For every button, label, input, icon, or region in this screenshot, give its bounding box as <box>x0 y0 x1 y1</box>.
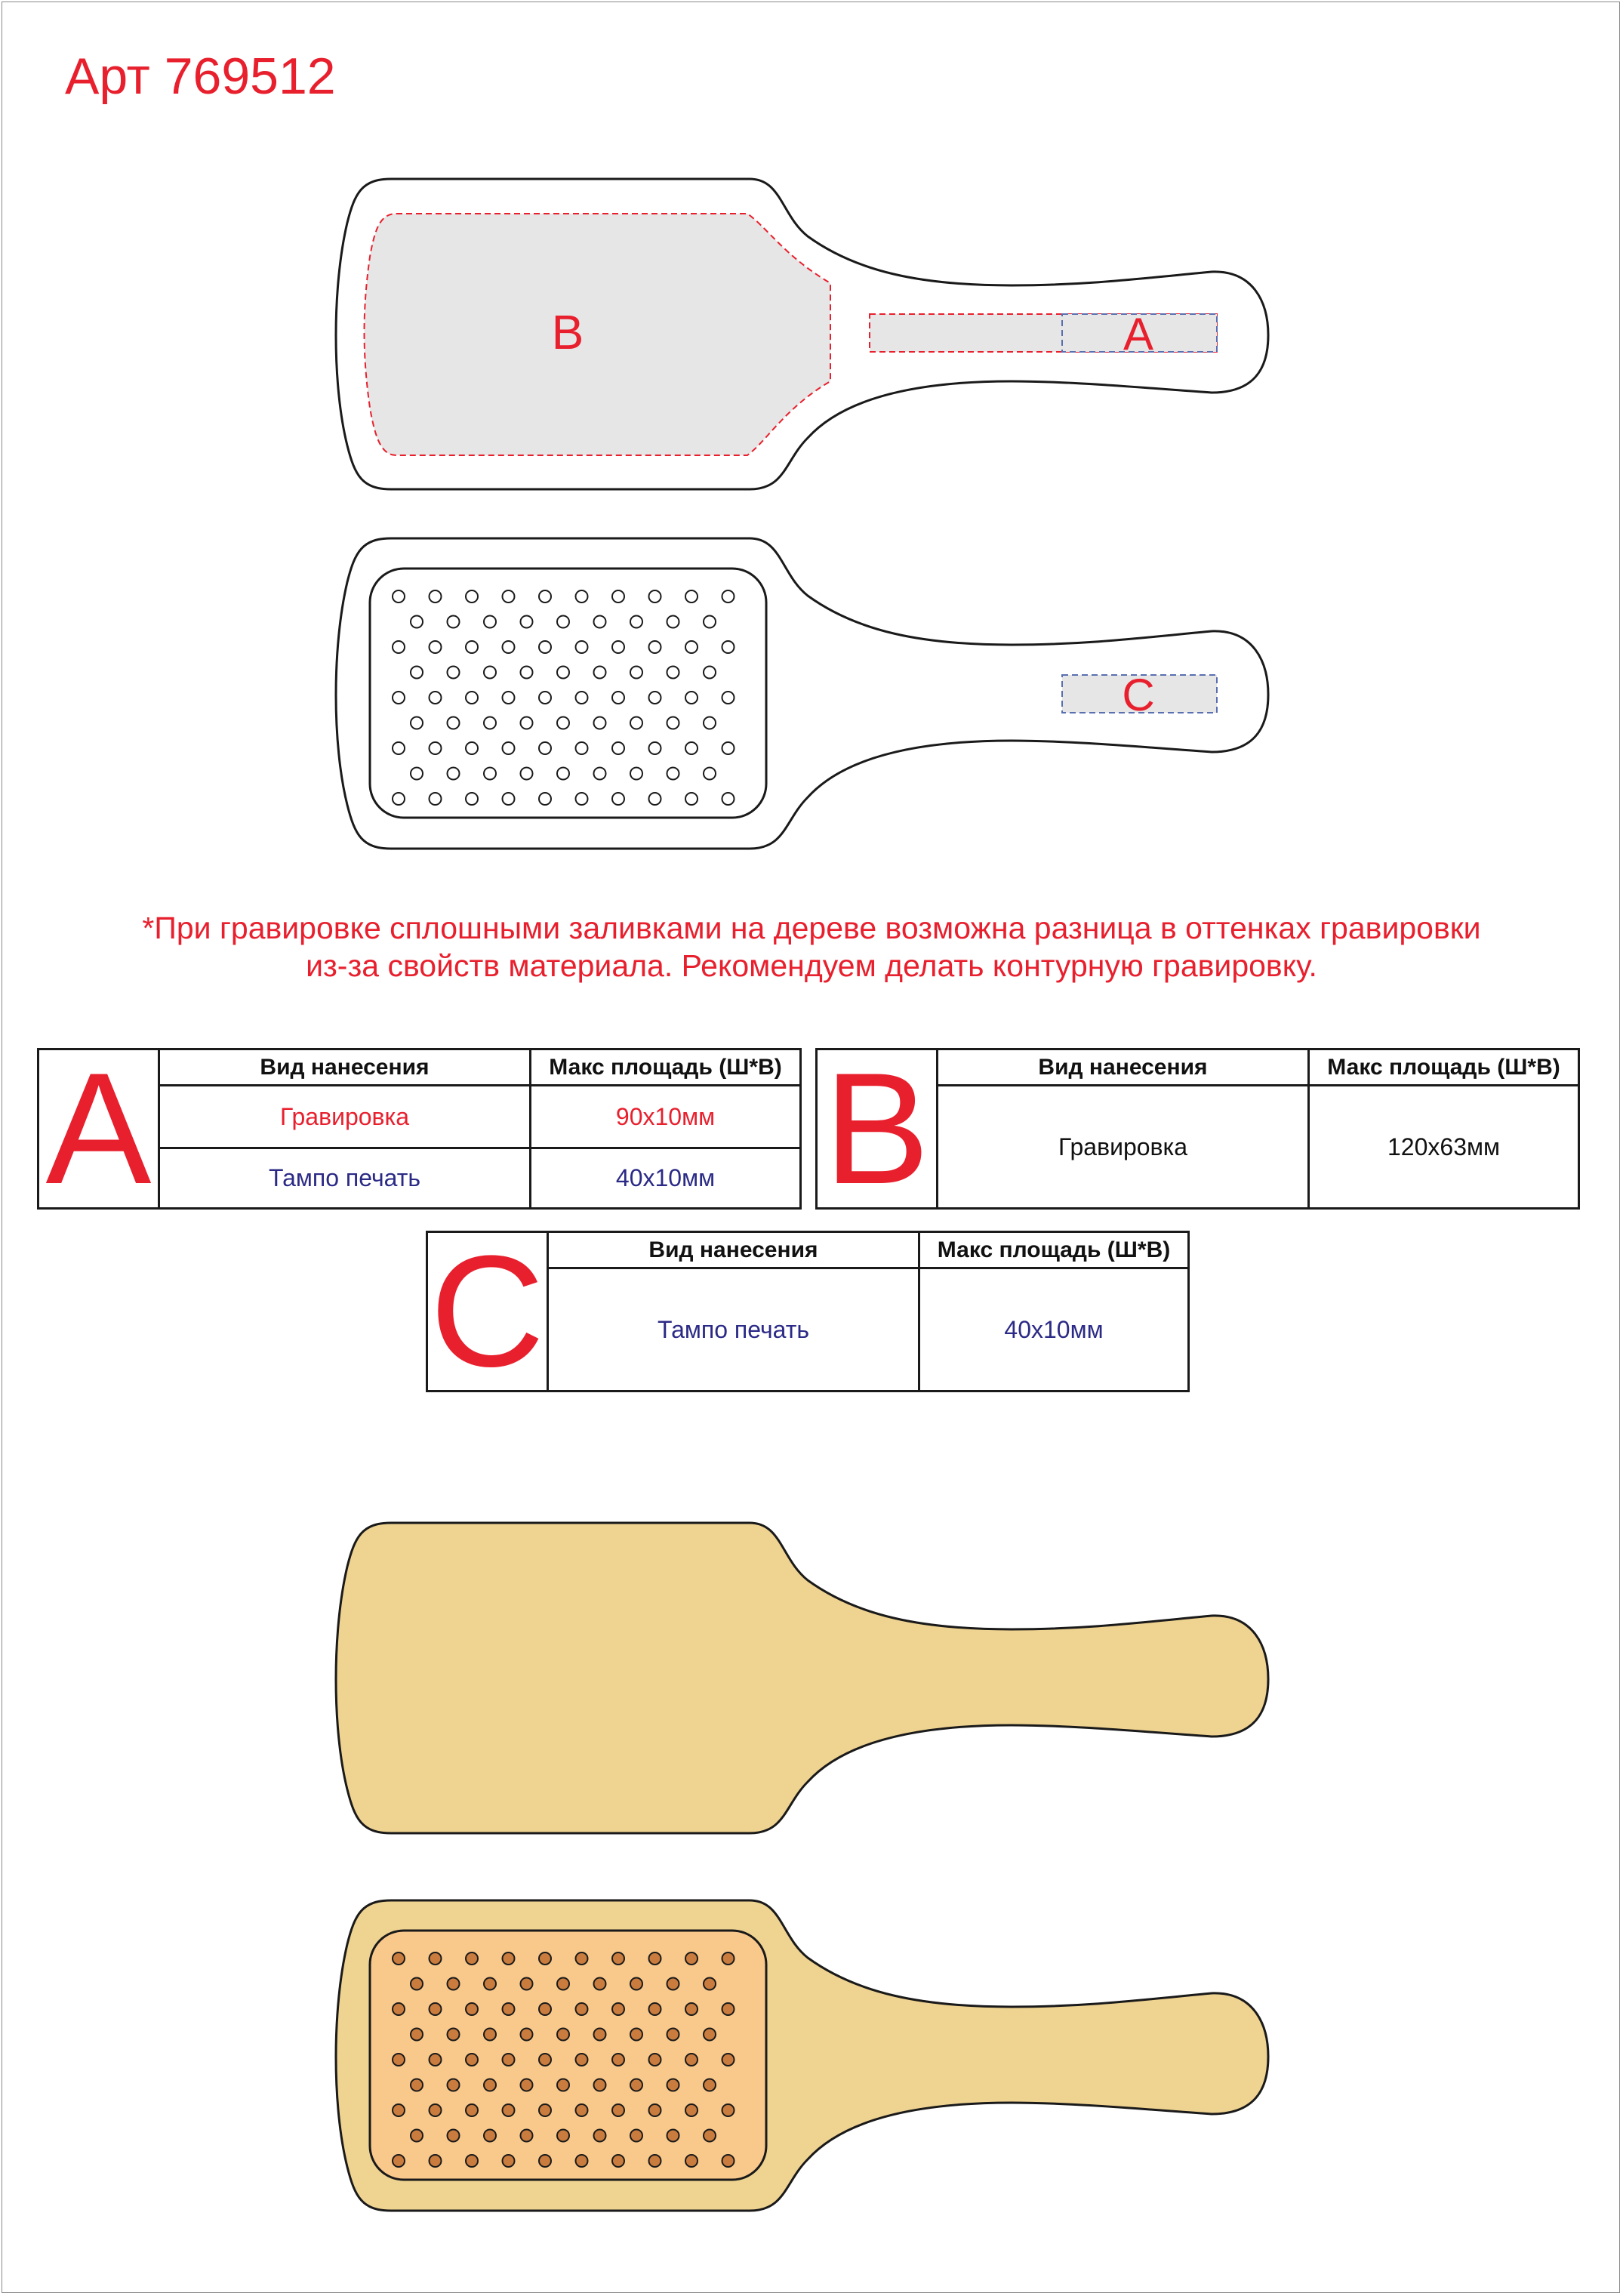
bristle-pin <box>430 2155 442 2167</box>
zone-c-label: C <box>1122 670 1155 720</box>
bristle-pin <box>667 2029 679 2041</box>
bristle-pin <box>539 692 551 704</box>
bristle-pin <box>649 742 661 754</box>
bristle-pin <box>685 2104 698 2116</box>
bristle-pin <box>576 793 588 805</box>
bristle-pin <box>576 590 588 603</box>
bristle-pin <box>484 667 496 679</box>
bristle-pin <box>594 2130 606 2142</box>
bristle-pin <box>630 667 642 679</box>
bristle-pin <box>722 2104 735 2116</box>
bristle-pin <box>393 2003 405 2015</box>
bristle-pin <box>411 616 423 628</box>
bristle-pin <box>576 641 588 653</box>
bristle-pin <box>685 692 698 704</box>
bristle-pin <box>393 2104 405 2116</box>
bristle-pin <box>466 793 478 805</box>
bristle-pin <box>539 590 551 603</box>
bristle-pin <box>722 2003 735 2015</box>
bristle-pin <box>430 2054 442 2066</box>
bristle-pin <box>576 2054 588 2066</box>
bristle-pin <box>521 2029 533 2041</box>
bristle-pin <box>448 1978 460 1990</box>
bristle-pin <box>612 1952 624 1965</box>
bristle-pin <box>594 1978 606 1990</box>
bristle-pin <box>430 641 442 653</box>
bristle-pin <box>704 2029 716 2041</box>
bristle-pin <box>576 742 588 754</box>
bristle-pin <box>393 641 405 653</box>
bristle-pin <box>521 768 533 780</box>
table-c-row1-method: Тампо печать <box>657 1315 810 1343</box>
cushion-pad-colored <box>370 1931 766 2180</box>
bristle-pin <box>539 2155 551 2167</box>
bristle-pin <box>448 2130 460 2142</box>
bristle-pin <box>704 2130 716 2142</box>
bristle-pin <box>594 717 606 729</box>
bristle-pin <box>466 2155 478 2167</box>
bristle-pin <box>466 641 478 653</box>
bristle-pin <box>448 2029 460 2041</box>
brush-wood-front <box>336 1523 1268 1833</box>
bristle-pin <box>667 2079 679 2091</box>
bristle-pin <box>704 2079 716 2091</box>
bristle-pin <box>393 2054 405 2066</box>
bristle-pin <box>503 793 515 805</box>
bristle-pin <box>594 667 606 679</box>
bristle-pin <box>539 742 551 754</box>
zone-a-label: A <box>1123 309 1154 359</box>
bristle-pin <box>594 2079 606 2091</box>
bristle-pin <box>612 2054 624 2066</box>
bristle-pin <box>722 1952 735 1965</box>
bristle-pin <box>722 793 735 805</box>
bristle-pin <box>667 717 679 729</box>
bristle-pin <box>503 2054 515 2066</box>
bristle-pin <box>557 768 569 780</box>
bristle-pin <box>685 2054 698 2066</box>
bristle-pin <box>685 2003 698 2015</box>
table-a-row1-method: Гравировка <box>279 1102 410 1130</box>
bristle-pin <box>521 2130 533 2142</box>
bristle-pin <box>503 2003 515 2015</box>
bristle-pin <box>411 667 423 679</box>
bristle-pin <box>411 717 423 729</box>
bristle-pin <box>722 2054 735 2066</box>
bristle-pin <box>448 616 460 628</box>
bristle-pin <box>448 717 460 729</box>
bristle-pin <box>649 641 661 653</box>
bristle-pin <box>484 616 496 628</box>
bristle-pin <box>722 692 735 704</box>
bristle-pin <box>484 1978 496 1990</box>
bristle-pin <box>649 2104 661 2116</box>
bristle-pin <box>557 2029 569 2041</box>
bristle-pin <box>649 2054 661 2066</box>
bristle-pin <box>685 793 698 805</box>
bristle-pin <box>466 2104 478 2116</box>
bristle-pin <box>722 590 735 603</box>
table-a-header-method: Вид нанесения <box>160 1050 529 1086</box>
bristle-pin <box>503 2104 515 2116</box>
bristle-pin <box>612 2104 624 2116</box>
bristle-pin <box>704 768 716 780</box>
bristle-pin <box>649 1952 661 1965</box>
table-c-header-method: Вид нанесения <box>549 1233 918 1269</box>
bristle-pin <box>466 2054 478 2066</box>
table-b-header-method: Вид нанесения <box>938 1050 1307 1086</box>
bristle-pin <box>612 692 624 704</box>
bristle-pin <box>393 590 405 603</box>
bristle-pin <box>630 717 642 729</box>
bristle-pin <box>630 2130 642 2142</box>
bristle-pin <box>503 2155 515 2167</box>
bristle-pin <box>448 2079 460 2091</box>
bristle-pin <box>539 641 551 653</box>
bristle-pin <box>466 1952 478 1965</box>
bristle-pin <box>393 742 405 754</box>
bristle-pin <box>667 1978 679 1990</box>
bristle-pin <box>411 768 423 780</box>
bristle-pin <box>704 717 716 729</box>
table-c-header-area: Макс площадь (Ш*В) <box>920 1233 1187 1269</box>
bristle-pin <box>667 667 679 679</box>
bristle-pin <box>393 2155 405 2167</box>
article-title: Арт 769512 <box>65 48 336 105</box>
bristle-pin <box>685 1952 698 1965</box>
table-b-row1-method: Гравировка <box>1058 1133 1188 1160</box>
bristle-pin <box>685 742 698 754</box>
bristle-pin <box>411 2130 423 2142</box>
bristle-pin <box>722 641 735 653</box>
bristle-pin <box>430 2003 442 2015</box>
bristle-pin <box>521 667 533 679</box>
bristle-pin <box>594 2029 606 2041</box>
bristle-pin <box>704 616 716 628</box>
note-line-1: *При гравировке сплошными заливками на дереве возможна разница в оттенках гравировки <box>142 911 1481 945</box>
bristle-pin <box>630 616 642 628</box>
bristle-pin <box>521 717 533 729</box>
bristle-pin <box>649 692 661 704</box>
bristle-pin <box>685 590 698 603</box>
bristle-pin <box>667 616 679 628</box>
table-a <box>37 1040 802 1217</box>
bristle-pin <box>557 2079 569 2091</box>
bristle-pin <box>685 2155 698 2167</box>
bristle-pin <box>484 717 496 729</box>
table-c-letter: C <box>428 1233 549 1390</box>
bristle-pin <box>466 2003 478 2015</box>
bristle-pin <box>539 2104 551 2116</box>
table-a-letter: A <box>39 1050 160 1207</box>
table-a-header-area: Макс площадь (Ш*В) <box>531 1050 799 1086</box>
bristle-pin <box>521 1978 533 1990</box>
bristle-pin <box>430 742 442 754</box>
bristle-pin <box>630 2079 642 2091</box>
bristle-pin <box>576 2104 588 2116</box>
bristle-pin <box>557 667 569 679</box>
bristle-pin <box>612 742 624 754</box>
bristle-pin <box>484 2029 496 2041</box>
bristle-pin <box>411 2079 423 2091</box>
bristle-pin <box>430 590 442 603</box>
bristle-pin <box>557 616 569 628</box>
bristle-pin <box>539 1952 551 1965</box>
bristle-pin <box>503 692 515 704</box>
bristle-pin <box>667 768 679 780</box>
bristle-pin <box>466 742 478 754</box>
bristle-pin <box>393 793 405 805</box>
table-c-row1-size: 40х10мм <box>1004 1315 1104 1343</box>
bristle-pin <box>539 2003 551 2015</box>
bristle-pin <box>630 1978 642 1990</box>
zone-b-label: B <box>551 305 584 359</box>
bristle-pin <box>557 1978 569 1990</box>
bristle-pin <box>557 717 569 729</box>
note-line-2: из-за свойств материала. Рекомендуем делать контурную гравировку. <box>306 948 1317 983</box>
bristle-pin <box>539 793 551 805</box>
cushion-pad <box>370 569 766 818</box>
bristle-pin <box>411 1978 423 1990</box>
table-b-letter: B <box>818 1050 938 1207</box>
table-b <box>815 1040 1580 1217</box>
bristle-pin <box>521 2079 533 2091</box>
bristle-pin <box>557 2130 569 2142</box>
bristle-pin <box>704 1978 716 1990</box>
bristle-pin <box>594 616 606 628</box>
table-a-row2-method: Тампо печать <box>268 1164 421 1191</box>
bristle-pin <box>521 616 533 628</box>
bristle-pin <box>393 692 405 704</box>
bristle-pin <box>539 2054 551 2066</box>
bristle-pin <box>649 2155 661 2167</box>
bristle-pin <box>503 590 515 603</box>
zone-b-area <box>365 214 831 455</box>
table-b-row1-size: 120х63мм <box>1387 1133 1500 1160</box>
table-a-row2-size: 40х10мм <box>615 1164 716 1191</box>
bristle-pin <box>594 768 606 780</box>
bristle-pin <box>484 768 496 780</box>
bristle-pin <box>576 692 588 704</box>
bristle-pin <box>393 1952 405 1965</box>
table-a-row1-size: 90х10мм <box>615 1102 716 1130</box>
bristle-pin <box>649 2003 661 2015</box>
bristle-pin <box>430 1952 442 1965</box>
bristle-pin <box>430 692 442 704</box>
bristle-pin <box>430 793 442 805</box>
bristle-pin <box>448 667 460 679</box>
bristle-pin <box>612 2155 624 2167</box>
bristle-pin <box>667 2130 679 2142</box>
bristle-pin <box>484 2130 496 2142</box>
bristle-pin <box>466 692 478 704</box>
bristle-pin <box>612 641 624 653</box>
bristle-pin <box>503 742 515 754</box>
table-b-header-area: Макс площадь (Ш*В) <box>1310 1050 1578 1086</box>
bristle-pin <box>685 641 698 653</box>
bristle-pin <box>612 2003 624 2015</box>
bristle-pin <box>576 2155 588 2167</box>
bristle-pin <box>503 641 515 653</box>
bristle-pin <box>466 590 478 603</box>
bristle-pin <box>484 2079 496 2091</box>
bristle-pin <box>630 2029 642 2041</box>
bristle-pin <box>576 2003 588 2015</box>
bristle-pin <box>576 1952 588 1965</box>
bristle-pin <box>722 2155 735 2167</box>
bristle-pin <box>503 1952 515 1965</box>
table-c <box>426 1222 1190 1400</box>
bristle-pin <box>612 590 624 603</box>
engraving-note <box>0 909 1623 985</box>
bristle-pin <box>612 793 624 805</box>
bristle-pin <box>630 768 642 780</box>
bristle-pin <box>649 793 661 805</box>
bristle-pin <box>430 2104 442 2116</box>
bristle-pin <box>649 590 661 603</box>
bristle-pin <box>448 768 460 780</box>
bristle-pin <box>722 742 735 754</box>
bristle-pin <box>704 667 716 679</box>
bristle-pin <box>411 2029 423 2041</box>
